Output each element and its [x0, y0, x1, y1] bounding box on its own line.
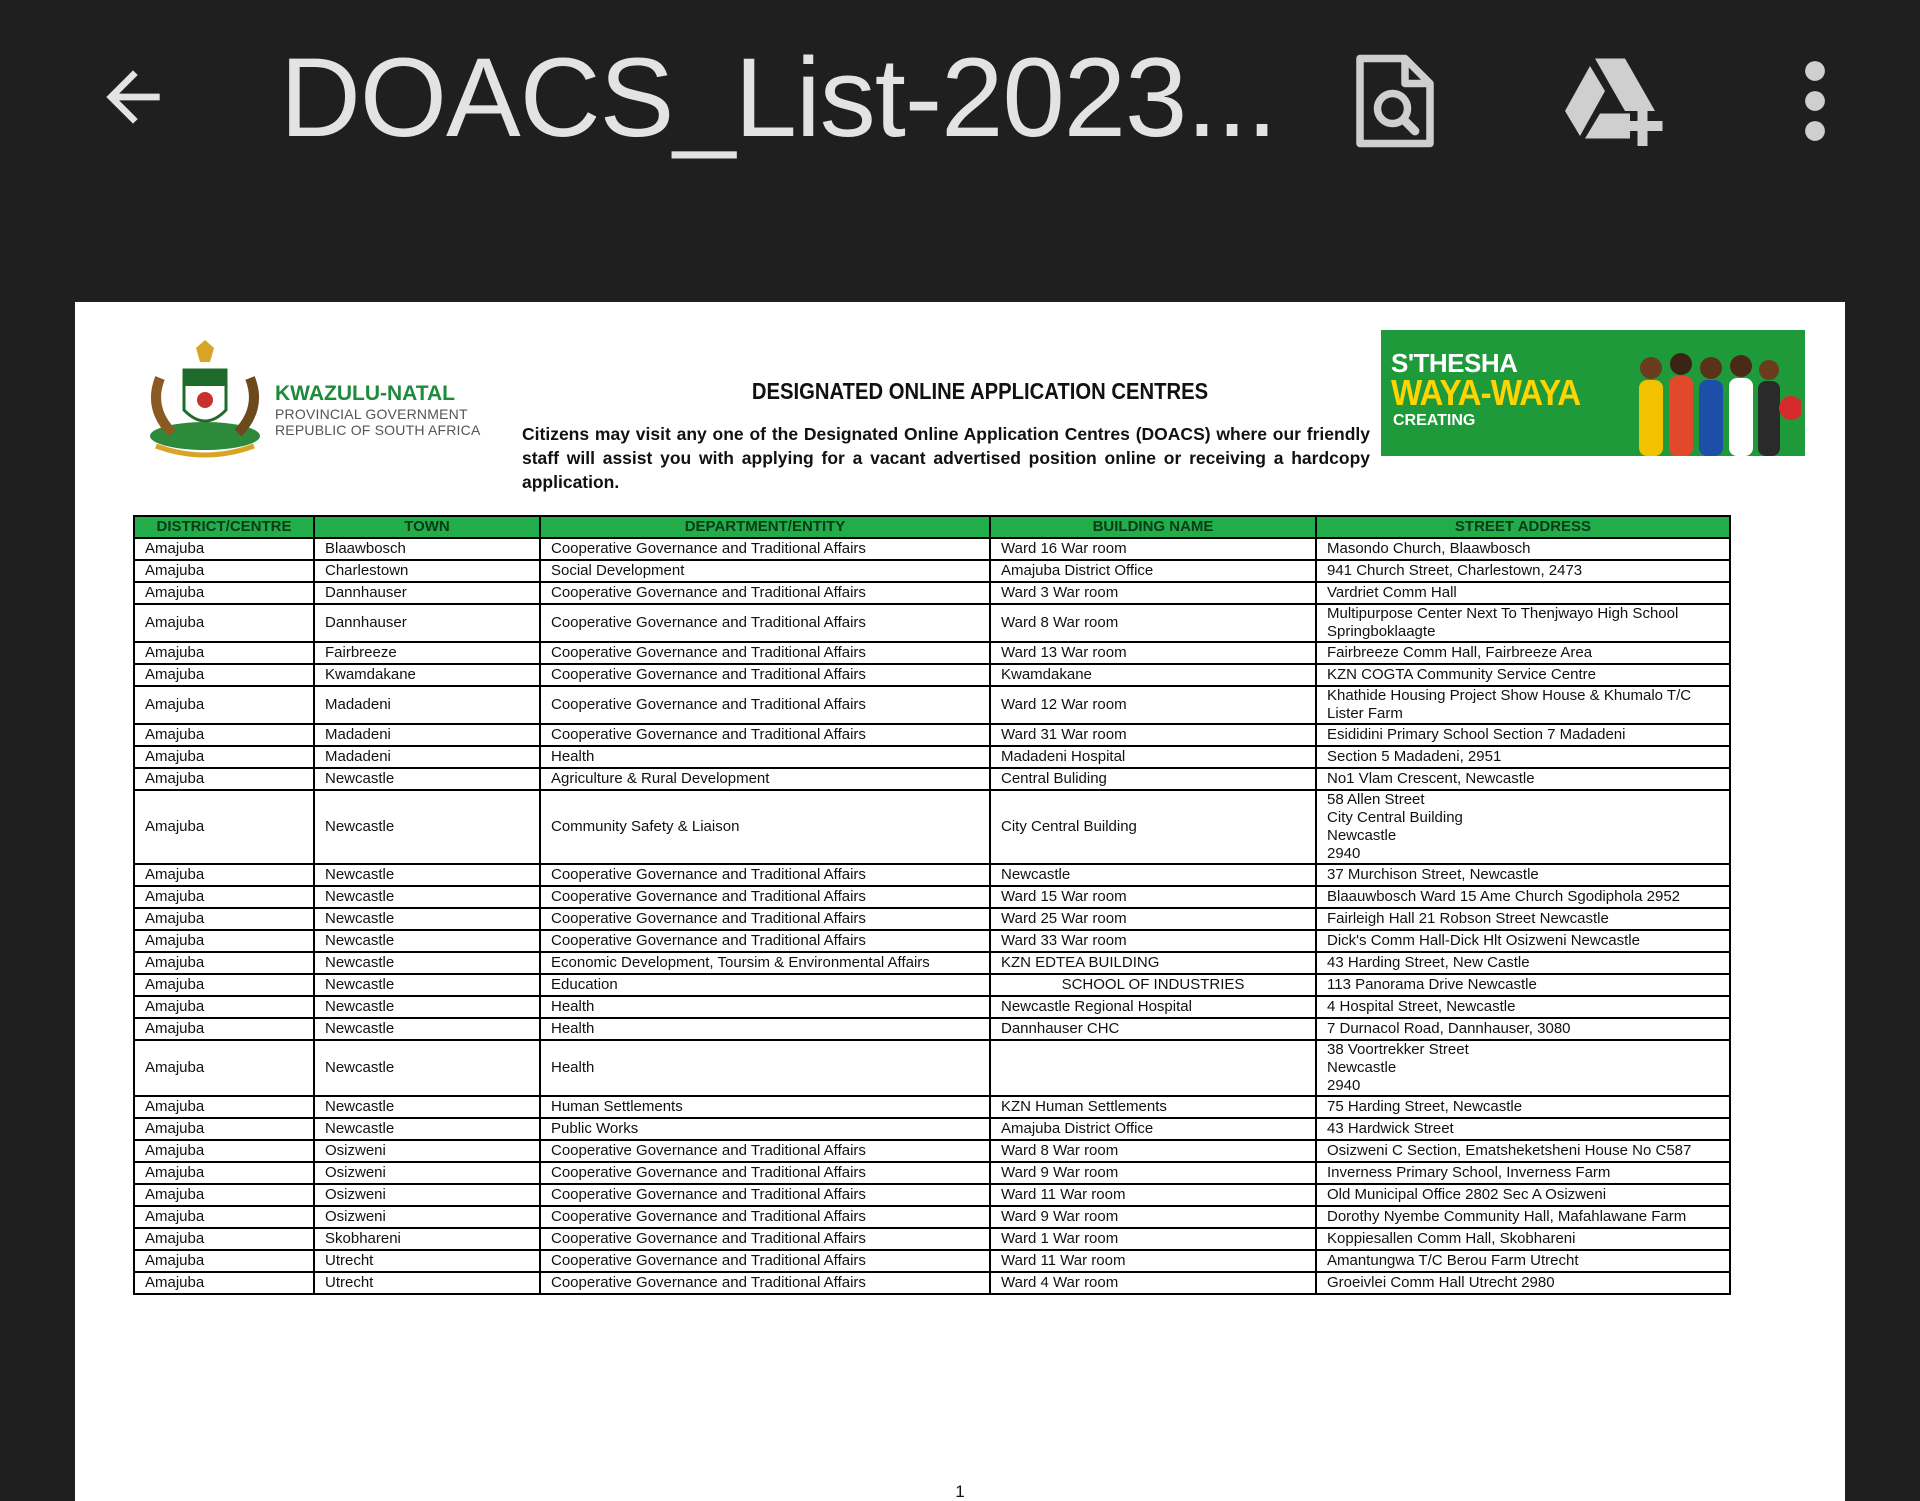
cell-town: Newcastle — [314, 790, 540, 864]
cell-address: 113 Panorama Drive Newcastle — [1316, 974, 1730, 996]
table-row — [134, 1250, 1730, 1272]
col-header-district: DISTRICT/CENTRE — [134, 516, 314, 538]
cell-town: Utrecht — [314, 1272, 540, 1294]
cell-district: Amajuba — [134, 1272, 314, 1294]
document-heading: DESIGNATED ONLINE APPLICATION CENTRES — [751, 378, 1209, 404]
cell-department: Cooperative Governance and Traditional Affairs — [540, 908, 990, 930]
table-row — [134, 768, 1730, 790]
cell-building: Ward 11 War room — [990, 1184, 1316, 1206]
col-header-department: DEPARTMENT/ENTITY — [540, 516, 990, 538]
cell-address: Section 5 Madadeni, 2951 — [1316, 746, 1730, 768]
cell-address: Masondo Church, Blaawbosch — [1316, 538, 1730, 560]
cell-address: Multipurpose Center Next To Thenjwayo High School Springboklaagte — [1316, 604, 1730, 642]
cell-building: Ward 3 War room — [990, 582, 1316, 604]
table-header-row — [134, 516, 1730, 538]
cell-department: Social Development — [540, 560, 990, 582]
add-to-drive-button[interactable] — [1560, 46, 1670, 156]
cell-department: Cooperative Governance and Traditional Affairs — [540, 686, 990, 724]
table-row — [134, 996, 1730, 1018]
document-intro: Citizens may visit any one of the Designated Online Application Centres (DOACS) where our friendly staff will assist you with applying for a vacant advertised position online or receiving a hardcopy application. — [522, 424, 1370, 492]
cell-town: Madadeni — [314, 686, 540, 724]
cell-department: Cooperative Governance and Traditional Affairs — [540, 886, 990, 908]
cell-building: Madadeni Hospital — [990, 746, 1316, 768]
cell-district: Amajuba — [134, 864, 314, 886]
cell-department: Cooperative Governance and Traditional Affairs — [540, 930, 990, 952]
cell-building: Amajuba District Office — [990, 1118, 1316, 1140]
cell-town: Skobhareni — [314, 1228, 540, 1250]
cell-town: Newcastle — [314, 1096, 540, 1118]
table-row — [134, 1018, 1730, 1040]
org-name: KWAZULU-NATAL — [275, 382, 456, 405]
cell-district: Amajuba — [134, 538, 314, 560]
cell-address: Koppiesallen Comm Hall, Skobhareni — [1316, 1228, 1730, 1250]
cell-building: Ward 25 War room — [990, 908, 1316, 930]
table-row — [134, 560, 1730, 582]
cell-town: Dannhauser — [314, 604, 540, 642]
table-row — [134, 1206, 1730, 1228]
cell-building: Ward 8 War room — [990, 1140, 1316, 1162]
cell-department: Cooperative Governance and Traditional Affairs — [540, 664, 990, 686]
cell-town: Newcastle — [314, 930, 540, 952]
cell-address: 7 Durnacol Road, Dannhauser, 3080 — [1316, 1018, 1730, 1040]
cell-department: Health — [540, 746, 990, 768]
cell-district: Amajuba — [134, 724, 314, 746]
cell-town: Newcastle — [314, 768, 540, 790]
cell-district: Amajuba — [134, 1140, 314, 1162]
cell-building: Ward 11 War room — [990, 1250, 1316, 1272]
table-row — [134, 1272, 1730, 1294]
cell-address: KZN COGTA Community Service Centre — [1316, 664, 1730, 686]
cell-department: Cooperative Governance and Traditional Affairs — [540, 724, 990, 746]
cell-address: No1 Vlam Crescent, Newcastle — [1316, 768, 1730, 790]
cell-district: Amajuba — [134, 1162, 314, 1184]
table-row — [134, 1040, 1730, 1096]
cell-address: Dorothy Nyembe Community Hall, Mafahlawane Farm — [1316, 1206, 1730, 1228]
cell-department: Cooperative Governance and Traditional Affairs — [540, 1250, 990, 1272]
cell-district: Amajuba — [134, 996, 314, 1018]
cell-building — [990, 1040, 1316, 1096]
cell-town: Newcastle — [314, 1018, 540, 1040]
cell-town: Kwamdakane — [314, 664, 540, 686]
cell-address: 38 Voortrekker Street Newcastle 2940 — [1316, 1040, 1730, 1096]
table-row — [134, 908, 1730, 930]
back-arrow-icon — [93, 57, 173, 137]
col-header-address: STREET ADDRESS — [1316, 516, 1730, 538]
cell-district: Amajuba — [134, 604, 314, 642]
more-vert-icon — [1795, 56, 1835, 146]
cell-district: Amajuba — [134, 664, 314, 686]
document-search-icon — [1350, 51, 1440, 151]
cell-building: SCHOOL OF INDUSTRIES — [990, 974, 1316, 996]
col-header-town: TOWN — [314, 516, 540, 538]
cell-department: Cooperative Governance and Traditional Affairs — [540, 642, 990, 664]
cell-district: Amajuba — [134, 1184, 314, 1206]
google-drive-add-icon — [1560, 51, 1670, 151]
cell-address: 941 Church Street, Charlestown, 2473 — [1316, 560, 1730, 582]
cell-address: 58 Allen Street City Central Building Newcastle 2940 — [1316, 790, 1730, 864]
cell-district: Amajuba — [134, 908, 314, 930]
cell-town: Osizweni — [314, 1184, 540, 1206]
cell-building: KZN Human Settlements — [990, 1096, 1316, 1118]
table-row — [134, 1162, 1730, 1184]
cell-district: Amajuba — [134, 560, 314, 582]
cell-town: Madadeni — [314, 746, 540, 768]
table-row — [134, 930, 1730, 952]
cell-building: Amajuba District Office — [990, 560, 1316, 582]
col-header-building: BUILDING NAME — [990, 516, 1316, 538]
cell-department: Cooperative Governance and Traditional Affairs — [540, 1140, 990, 1162]
cell-address: 43 Harding Street, New Castle — [1316, 952, 1730, 974]
cell-building: KZN EDTEA BUILDING — [990, 952, 1316, 974]
cell-town: Utrecht — [314, 1250, 540, 1272]
banner-line-1: S'THESHA — [1391, 348, 1518, 378]
cell-district: Amajuba — [134, 790, 314, 864]
cell-department: Cooperative Governance and Traditional Affairs — [540, 1228, 990, 1250]
cell-town: Fairbreeze — [314, 642, 540, 664]
cell-district: Amajuba — [134, 1206, 314, 1228]
org-subtitle-2: REPUBLIC OF SOUTH AFRICA — [275, 422, 481, 438]
table-row — [134, 1140, 1730, 1162]
cell-town: Newcastle — [314, 996, 540, 1018]
table-row — [134, 686, 1730, 724]
cell-department: Education — [540, 974, 990, 996]
banner-line-2: WAYA-WAYA — [1391, 372, 1581, 413]
cell-address: Osizweni C Section, Ematsheketsheni House No C587 — [1316, 1140, 1730, 1162]
cell-department: Cooperative Governance and Traditional Affairs — [540, 1272, 990, 1294]
cell-address: Groeivlei Comm Hall Utrecht 2980 — [1316, 1272, 1730, 1294]
cell-building: Dannhauser CHC — [990, 1018, 1316, 1040]
cell-town: Blaawbosch — [314, 538, 540, 560]
table-row — [134, 1228, 1730, 1250]
table-row — [134, 1184, 1730, 1206]
cell-department: Health — [540, 996, 990, 1018]
cell-department: Cooperative Governance and Traditional Affairs — [540, 582, 990, 604]
banner-line-3: CREATING — [1393, 412, 1476, 429]
cell-address: Fairbreeze Comm Hall, Fairbreeze Area — [1316, 642, 1730, 664]
document-title: DOACS_List-2023... — [280, 35, 1277, 160]
cell-department: Economic Development, Toursim & Environmental Affairs — [540, 952, 990, 974]
cell-town: Newcastle — [314, 886, 540, 908]
cell-town: Dannhauser — [314, 582, 540, 604]
cell-district: Amajuba — [134, 952, 314, 974]
cell-town: Newcastle — [314, 1040, 540, 1096]
cell-building: Ward 8 War room — [990, 604, 1316, 642]
cell-district: Amajuba — [134, 746, 314, 768]
banner-people-image — [1631, 338, 1801, 456]
cell-district: Amajuba — [134, 886, 314, 908]
table-row — [134, 1118, 1730, 1140]
table-row — [134, 582, 1730, 604]
cell-building: Ward 13 War room — [990, 642, 1316, 664]
cell-address: Blaauwbosch Ward 15 Ame Church Sgodiphola 2952 — [1316, 886, 1730, 908]
table-row — [134, 974, 1730, 996]
cell-address: Khathide Housing Project Show House & Khumalo T/C Lister Farm — [1316, 686, 1730, 724]
cell-department: Cooperative Governance and Traditional Affairs — [540, 1206, 990, 1228]
cell-department: Cooperative Governance and Traditional Affairs — [540, 864, 990, 886]
cell-town: Osizweni — [314, 1140, 540, 1162]
cell-department: Health — [540, 1040, 990, 1096]
table-row — [134, 664, 1730, 686]
cell-town: Newcastle — [314, 908, 540, 930]
cell-district: Amajuba — [134, 582, 314, 604]
cell-town: Osizweni — [314, 1162, 540, 1184]
table-row — [134, 1096, 1730, 1118]
table-body — [134, 538, 1730, 1294]
cell-building: Newcastle — [990, 864, 1316, 886]
doacs-table — [133, 515, 1731, 1295]
kzn-coat-of-arms-logo — [140, 338, 270, 460]
find-in-document-button[interactable] — [1340, 46, 1450, 156]
cell-building: Ward 4 War room — [990, 1272, 1316, 1294]
cell-building: Ward 9 War room — [990, 1162, 1316, 1184]
cell-department: Public Works — [540, 1118, 990, 1140]
cell-address: Old Municipal Office 2802 Sec A Osizweni — [1316, 1184, 1730, 1206]
cell-department: Cooperative Governance and Traditional Affairs — [540, 1184, 990, 1206]
cell-town: Newcastle — [314, 864, 540, 886]
cell-department: Human Settlements — [540, 1096, 990, 1118]
cell-building: Ward 31 War room — [990, 724, 1316, 746]
cell-address: Vardriet Comm Hall — [1316, 582, 1730, 604]
cell-building: Ward 12 War room — [990, 686, 1316, 724]
cell-address: Esididini Primary School Section 7 Madadeni — [1316, 724, 1730, 746]
cell-department: Cooperative Governance and Traditional Affairs — [540, 1162, 990, 1184]
table-row — [134, 790, 1730, 864]
table-row — [134, 604, 1730, 642]
more-options-button[interactable] — [1760, 46, 1870, 156]
cell-address: 43 Hardwick Street — [1316, 1118, 1730, 1140]
cell-district: Amajuba — [134, 1250, 314, 1272]
cell-department: Agriculture & Rural Development — [540, 768, 990, 790]
back-button[interactable] — [88, 52, 178, 142]
cell-town: Newcastle — [314, 974, 540, 996]
org-subtitle-1: PROVINCIAL GOVERNMENT — [275, 406, 468, 422]
cell-district: Amajuba — [134, 686, 314, 724]
cell-district: Amajuba — [134, 1118, 314, 1140]
cell-district: Amajuba — [134, 1040, 314, 1096]
sthesha-waya-waya-banner — [1381, 330, 1805, 456]
cell-building: Ward 16 War room — [990, 538, 1316, 560]
cell-address: Dick's Comm Hall-Dick Hlt Osizweni Newcastle — [1316, 930, 1730, 952]
table-row — [134, 642, 1730, 664]
table-row — [134, 538, 1730, 560]
cell-building: City Central Building — [990, 790, 1316, 864]
table-row — [134, 886, 1730, 908]
app-bar — [0, 0, 1920, 200]
cell-district: Amajuba — [134, 1096, 314, 1118]
cell-district: Amajuba — [134, 974, 314, 996]
cell-department: Cooperative Governance and Traditional Affairs — [540, 604, 990, 642]
cell-building: Central Buliding — [990, 768, 1316, 790]
cell-address: Inverness Primary School, Inverness Farm — [1316, 1162, 1730, 1184]
cell-town: Osizweni — [314, 1206, 540, 1228]
cell-district: Amajuba — [134, 642, 314, 664]
pdf-page[interactable] — [75, 302, 1845, 1501]
cell-department: Cooperative Governance and Traditional Affairs — [540, 538, 990, 560]
table-row — [134, 952, 1730, 974]
cell-district: Amajuba — [134, 1018, 314, 1040]
cell-district: Amajuba — [134, 768, 314, 790]
cell-town: Newcastle — [314, 1118, 540, 1140]
page-number: 1 — [955, 1482, 965, 1501]
cell-address: 37 Murchison Street, Newcastle — [1316, 864, 1730, 886]
cell-building: Ward 1 War room — [990, 1228, 1316, 1250]
table-row — [134, 724, 1730, 746]
cell-building: Kwamdakane — [990, 664, 1316, 686]
cell-address: Amantungwa T/C Berou Farm Utrecht — [1316, 1250, 1730, 1272]
cell-address: 75 Harding Street, Newcastle — [1316, 1096, 1730, 1118]
cell-town: Charlestown — [314, 560, 540, 582]
cell-district: Amajuba — [134, 1228, 314, 1250]
table-row — [134, 864, 1730, 886]
table-row — [134, 746, 1730, 768]
cell-building: Newcastle Regional Hospital — [990, 996, 1316, 1018]
cell-town: Madadeni — [314, 724, 540, 746]
cell-address: Fairleigh Hall 21 Robson Street Newcastle — [1316, 908, 1730, 930]
cell-address: 4 Hospital Street, Newcastle — [1316, 996, 1730, 1018]
cell-town: Newcastle — [314, 952, 540, 974]
cell-department: Health — [540, 1018, 990, 1040]
cell-district: Amajuba — [134, 930, 314, 952]
cell-department: Community Safety & Liaison — [540, 790, 990, 864]
cell-building: Ward 33 War room — [990, 930, 1316, 952]
cell-building: Ward 9 War room — [990, 1206, 1316, 1228]
cell-building: Ward 15 War room — [990, 886, 1316, 908]
